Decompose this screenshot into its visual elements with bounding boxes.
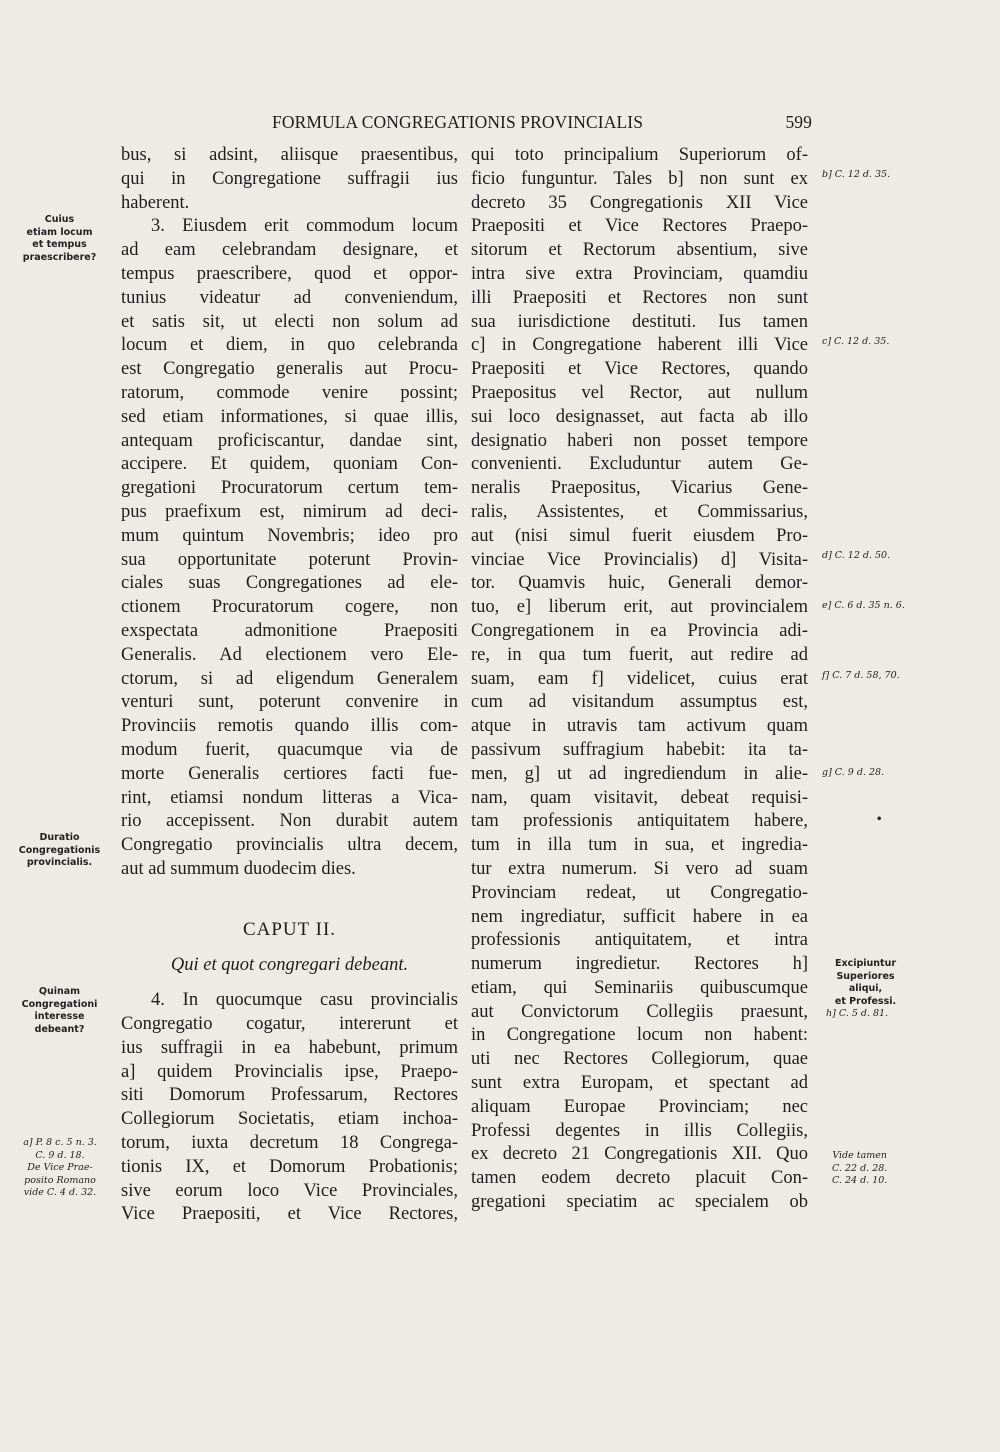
margin-ref-line: C. 9 d. 18. bbox=[35, 1149, 85, 1161]
page-number: 599 bbox=[785, 112, 812, 132]
text-line: ciales suas Congregationes ad ele- bbox=[121, 573, 458, 594]
text-line: qui toto principalium Superiorum of- bbox=[471, 145, 808, 165]
text-line: sua iurisdictione destituti. Ius tamen bbox=[471, 311, 808, 332]
text-line: aut ad summum duodecim dies. bbox=[121, 858, 356, 879]
text-line: Congregatio cogatur, intererunt et bbox=[121, 1014, 458, 1035]
right-column bbox=[471, 144, 808, 1215]
text-line: Provinciam redeat, ut Congregatio- bbox=[471, 882, 808, 903]
text-line: decreto 35 Congregationis XII Vice bbox=[471, 192, 808, 213]
text-line: torum, iuxta decretum 18 Congrega- bbox=[121, 1133, 458, 1154]
chapter-heading: CAPUT II. bbox=[242, 918, 337, 940]
margin-ref-line: posito Romano bbox=[24, 1174, 96, 1186]
margin-note-line: interesse bbox=[34, 1011, 85, 1022]
text-line: Praepositi et Vice Rectores Praepo- bbox=[471, 216, 808, 237]
text-line: Praepositus vel Rector, aut nullum bbox=[471, 382, 808, 403]
text-line: uti nec Rectores Collegiorum, quae bbox=[471, 1049, 808, 1070]
text-line: men, g] ut ad ingrediendum in alie- bbox=[471, 763, 808, 784]
text-line: etiam, qui Seminariis quibuscumque bbox=[471, 977, 808, 998]
text-line: suam, eam f] videlicet, cuius erat bbox=[471, 668, 808, 689]
margin-note-line: aliqui, bbox=[848, 983, 883, 994]
margin-note-line: Excipiuntur bbox=[834, 958, 897, 969]
margin-note-line: praescribere? bbox=[22, 251, 97, 263]
text-line: tionis IX, et Domorum Probationis; bbox=[121, 1156, 458, 1177]
margin-note-duratio bbox=[12, 832, 107, 870]
text-line: siti Domorum Professarum, Rectores bbox=[121, 1085, 458, 1106]
text-line: sed etiam informationes, si quae illis, bbox=[121, 406, 458, 427]
text-line: nam, quam visitavit, debeat requisi- bbox=[471, 787, 808, 808]
margin-ref-h: h] C. 5 d. 81. bbox=[826, 1008, 889, 1019]
text-line: venturi sunt, poterunt convenire in bbox=[121, 692, 458, 713]
text-line: aut Convictorum Collegiis praesunt, bbox=[471, 1001, 808, 1022]
margin-note-quinam bbox=[12, 986, 107, 1036]
text-line: neralis Praepositus, Vicarius Gene- bbox=[471, 478, 808, 499]
margin-note-line: debeant? bbox=[34, 1023, 85, 1035]
text-line: cum ad visitandum assumptus est, bbox=[471, 692, 808, 713]
left-column bbox=[121, 144, 458, 1227]
text-line: 3. Eiusdem erit commodum locum bbox=[151, 216, 458, 237]
text-line: pus praefixum est, nimirum ad deci- bbox=[121, 501, 458, 522]
text-line: morte Generalis certiores facti fue- bbox=[121, 763, 458, 784]
text-line: exspectata admonitione Praepositi bbox=[121, 620, 458, 641]
text-line: tam professionis antiquitatem habere, bbox=[471, 811, 808, 832]
text-line: in Congregatione locum non habent: bbox=[471, 1025, 808, 1046]
dot-mark: • bbox=[876, 814, 883, 825]
paragraph-3 bbox=[121, 989, 458, 1227]
margin-ref-line: C. 22 d. 28. bbox=[832, 1162, 888, 1174]
text-line: tor. Quamvis huic, Generali demor- bbox=[471, 573, 808, 594]
margin-ref-g: g] C. 9 d. 28. bbox=[822, 767, 885, 778]
text-line: sive eorum loco Vice Provinciales, bbox=[121, 1180, 458, 1201]
text-line: haberent. bbox=[121, 192, 190, 213]
text-line: Collegiorum Societatis, etiam inchoa- bbox=[121, 1109, 458, 1130]
text-line: re, in qua tum fuerit, aut redire ad bbox=[471, 644, 808, 665]
margin-note-locum bbox=[12, 214, 107, 264]
margin-ref-c: c] C. 12 d. 35. bbox=[822, 336, 890, 347]
text-line: et satis sit, ut electi non solum ad bbox=[121, 311, 458, 332]
text-line: tunius videatur ad conveniendum, bbox=[121, 287, 458, 308]
text-line: ex decreto 21 Congregationis XII. Quo bbox=[471, 1144, 808, 1165]
margin-ref-line: C. 24 d. 10. bbox=[832, 1175, 888, 1186]
text-line: qui in Congregatione suffragii ius bbox=[121, 168, 458, 189]
text-line: atque in utravis tam activum quam bbox=[471, 716, 808, 737]
text-line: rint, etiamsi nondum litteras a Vica- bbox=[121, 787, 458, 808]
margin-ref-a bbox=[14, 1137, 106, 1200]
chapter-subtitle: Qui et quot congregari debeant. bbox=[170, 954, 409, 975]
margin-note-line: Quinam bbox=[38, 986, 81, 997]
text-line: bus, si adsint, aliisque praesentibus, bbox=[121, 145, 458, 165]
text-line: Congregatio provincialis ultra decem, bbox=[121, 835, 458, 856]
text-line: vinciae Vice Provincialis) d] Visita- bbox=[471, 549, 808, 570]
text-line: aut (nisi simul fuerit eiusdem Pro- bbox=[471, 525, 808, 546]
text-line: sitorum et Rectorum absentium, sive bbox=[471, 240, 808, 261]
margin-ref-vide bbox=[832, 1150, 887, 1188]
text-line: ctorum, si ad eligendum Generalem bbox=[121, 668, 458, 689]
margin-ref-f: f] C. 7 d. 58, 70. bbox=[822, 670, 900, 681]
text-line: a] quidem Provincialis ipse, Praepo- bbox=[121, 1061, 458, 1082]
margin-ref-e: e] C. 6 d. 35 n. 6. bbox=[822, 600, 905, 611]
margin-note-line: provincialis. bbox=[26, 857, 93, 868]
text-line: rio accepissent. Non durabit autem bbox=[121, 811, 458, 832]
text-line: sunt extra Europam, et spectant ad bbox=[471, 1073, 808, 1094]
margin-note-line: et Professi. bbox=[834, 995, 897, 1007]
text-line: ralis, Assistentes, et Commissarius, bbox=[471, 501, 808, 522]
text-line: Provinciis remotis quando illis com- bbox=[121, 716, 458, 737]
text-line: tamen eodem decreto placuit Con- bbox=[471, 1168, 808, 1189]
text-line: antequam proficiscantur, dandae sint, bbox=[121, 430, 458, 451]
text-line: c] in Congregatione haberent illi Vice bbox=[471, 335, 808, 356]
text-line: tur extra numerum. Si vero ad suam bbox=[471, 858, 808, 879]
margin-ref-b: b] C. 12 d. 35. bbox=[822, 169, 891, 180]
text-line: convenienti. Excluduntur autem Ge- bbox=[471, 454, 808, 475]
text-line: designatio haberi non posset tempore bbox=[471, 430, 808, 451]
text-line: ficio funguntur. Tales b] non sunt ex bbox=[471, 168, 808, 189]
text-line: professionis antiquitatem, et intra bbox=[471, 930, 808, 951]
text-line: ratorum, commode venire possint; bbox=[121, 382, 458, 403]
text-line: sui loco designasset, aut facta ab illo bbox=[471, 406, 808, 427]
text-line: tuo, e] liberum erit, aut provincialem bbox=[471, 597, 808, 618]
text-line: gregationi Procuratorum certum tem- bbox=[121, 478, 458, 499]
paragraph-2 bbox=[121, 215, 458, 881]
text-line: Praepositi et Vice Rectores, quando bbox=[471, 359, 808, 380]
margin-note-line: Cuius bbox=[44, 214, 75, 225]
text-line: illi Praepositi et Rectores non sunt bbox=[471, 287, 808, 308]
text-line: mum quintum Novembris; ideo pro bbox=[121, 525, 458, 546]
margin-ref-line: a] P. 8 c. 5 n. 3. bbox=[23, 1137, 97, 1148]
text-line: ius suffragii in ea habebunt, primum bbox=[121, 1037, 458, 1058]
margin-ref-d: d] C. 12 d. 50. bbox=[822, 550, 891, 561]
margin-ref-line: vide C. 4 d. 32. bbox=[23, 1187, 97, 1198]
margin-note-line: Superiores bbox=[836, 970, 895, 982]
text-line: aliquam Europae Provinciam; nec bbox=[471, 1096, 808, 1117]
margin-note-line: Congregationi bbox=[21, 998, 98, 1010]
text-line: 4. In quocumque casu provincialis bbox=[151, 990, 458, 1011]
margin-note-line: Duratio bbox=[39, 832, 80, 843]
text-line: ad eam celebrandam designare, et bbox=[121, 240, 458, 261]
margin-note-line: et tempus bbox=[32, 239, 87, 250]
margin-ref-line: Vide tamen bbox=[832, 1150, 887, 1161]
header-title: FORMULA CONGREGATIONIS PROVINCIALIS bbox=[272, 112, 644, 132]
text-line: sua opportunitate poterunt Provin- bbox=[121, 549, 458, 570]
running-header bbox=[122, 112, 812, 142]
text-line: gregationi speciatim ac specialem ob bbox=[471, 1192, 808, 1213]
text-line: passivum suffragium habebit: ita ta- bbox=[471, 739, 808, 760]
spacer bbox=[121, 882, 458, 906]
text-line: tum in illa tum in sua, et ingredia- bbox=[471, 835, 808, 856]
text-line: locum et diem, in quo celebranda bbox=[121, 335, 458, 356]
text-line: Professi degentes in illis Collegiis, bbox=[471, 1120, 808, 1141]
text-line: intra sive extra Provinciam, quamdiu bbox=[471, 263, 808, 284]
text-line: ctionem Procuratorum cogere, non bbox=[121, 597, 458, 618]
paragraph-1 bbox=[121, 144, 458, 215]
text-line: nem ingrediatur, sufficit habere in ea bbox=[471, 906, 808, 927]
text-line: accipere. Et quidem, quoniam Con- bbox=[121, 454, 458, 475]
text-line: modum fuerit, quacumque via de bbox=[121, 739, 458, 760]
text-line: est Congregatio generalis aut Procu- bbox=[121, 359, 458, 380]
margin-ref-line: De Vice Prae- bbox=[27, 1162, 93, 1173]
text-line: Vice Praepositi, et Vice Rectores, bbox=[121, 1204, 458, 1225]
text-line: Generalis. Ad electionem vero Ele- bbox=[121, 644, 458, 665]
text-line: tempus praescribere, quod et oppor- bbox=[121, 263, 458, 284]
text-line: numerum ingredietur. Rectores h] bbox=[471, 954, 808, 975]
margin-note-line: Congregationis bbox=[18, 844, 101, 856]
margin-note-line: etiam locum bbox=[26, 226, 93, 238]
margin-note-excipiuntur bbox=[818, 958, 913, 1008]
text-line: Congregationem in ea Provincia adi- bbox=[471, 620, 808, 641]
